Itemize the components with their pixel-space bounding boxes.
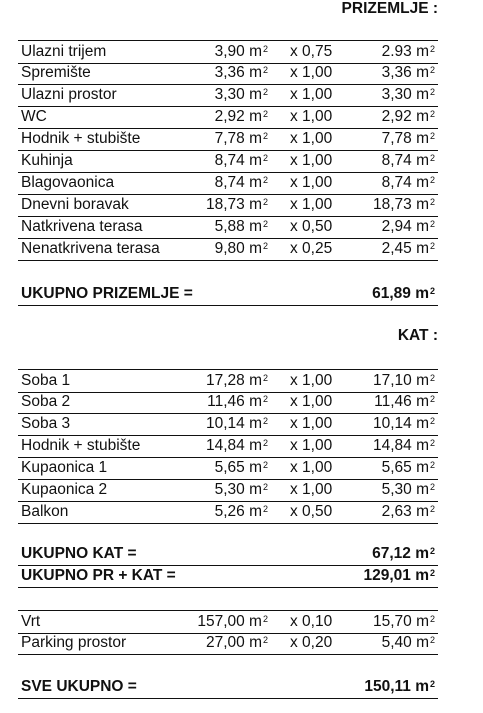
room-coefficient: x 1,00 [290,459,333,476]
table-row [18,435,438,458]
room-name: Balkon [21,503,69,520]
room-area: 18,73 $m^2$ [205,196,268,213]
room-coefficient: x 1,00 [290,393,333,410]
room-name: Kupaonica 2 [21,481,108,498]
room-result: 2.93 $m^2$ [381,43,435,60]
room-result: 5,65 $m^2$ [381,459,435,476]
room-coefficient: x 0,25 [290,240,333,257]
room-result: 2,92 $m^2$ [381,108,435,125]
room-area: 14,84 $m^2$ [205,437,268,454]
room-coefficient: x 1,00 [290,130,333,147]
table-row [18,632,438,655]
room-result: 18,73 $m^2$ [372,196,435,213]
room-result: 3,30 $m^2$ [381,86,435,103]
table-row [18,610,438,634]
room-name: Ulazni trijem [21,43,107,60]
room-area: 8,74 $m^2$ [214,152,268,169]
room-result: 14,84 $m^2$ [372,437,435,454]
room-coefficient: x 1,00 [290,196,333,213]
grand-total-label: SVE UKUPNO = [21,678,137,695]
table-row [18,106,438,129]
floor-total-row [18,543,438,566]
room-area: 3,30 $m^2$ [214,86,268,103]
room-name: Hodnik + stubište [21,130,141,147]
combined-total-value: 129,01 $m^2$ [363,567,435,584]
ground-floor-total-value: 61,89 $m^2$ [372,285,435,302]
room-area: 7,78 $m^2$ [214,130,268,147]
room-area: 5,88 $m^2$ [214,218,268,235]
table-row [18,172,438,195]
table-row [18,479,438,502]
table-row [18,62,438,85]
table-row [18,391,438,414]
room-result: 2,63 $m^2$ [381,503,435,520]
room-area: 5,65 $m^2$ [214,459,268,476]
room-result: 2,94 $m^2$ [381,218,435,235]
combined-total-row [18,565,438,588]
room-area: 3,90 $m^2$ [214,43,268,60]
room-coefficient: x 1,00 [290,437,333,454]
table-row [18,457,438,480]
table-row [18,194,438,217]
room-result: 5,40 $m^2$ [381,634,435,651]
room-name: Hodnik + stubište [21,437,141,454]
combined-total-label: UKUPNO PR + KAT = [21,567,176,584]
room-area: 9,80 $m^2$ [214,240,268,257]
room-coefficient: x 1,00 [290,372,333,389]
grand-total-value: 150,11 $m^2$ [364,678,435,695]
room-coefficient: x 1,00 [290,481,333,498]
floor-total-value: 67,12 $m^2$ [372,545,435,562]
room-coefficient: x 0,75 [290,43,333,60]
room-name: Spremište [21,64,91,81]
ground-floor-total-label: UKUPNO PRIZEMLJE = [21,285,193,302]
room-name: Natkrivena terasa [21,218,143,235]
room-name: Kuhinja [21,152,73,169]
room-result: 8,74 $m^2$ [381,174,435,191]
room-name: Nenatkrivena terasa [21,240,160,257]
room-coefficient: x 0,50 [290,503,333,520]
ground-floor-total-row [18,283,438,306]
room-result: 5,30 $m^2$ [381,481,435,498]
table-row [18,40,438,64]
room-area: 27,00 $m^2$ [205,634,268,651]
room-area: 5,26 $m^2$ [214,503,268,520]
room-result: 15,70 $m^2$ [372,613,435,630]
room-area: 5,30 $m^2$ [214,481,268,498]
ground-floor-heading: PRIZEMLJE : [341,0,438,17]
table-row [18,501,438,524]
room-name: Ulazni prostor [21,86,117,103]
table-row [18,238,438,261]
room-name: Vrt [21,613,41,630]
room-area: 2,92 $m^2$ [214,108,268,125]
room-area: 17,28 $m^2$ [205,372,268,389]
room-result: 3,36 $m^2$ [381,64,435,81]
room-name: Soba 3 [21,415,71,432]
room-coefficient: x 1,00 [290,174,333,191]
floor-heading: KAT : [397,327,438,344]
room-name: Parking prostor [21,634,127,651]
room-result: 7,78 $m^2$ [381,130,435,147]
room-coefficient: x 1,00 [290,64,333,81]
table-row [18,413,438,436]
room-result: 17,10 $m^2$ [372,372,435,389]
table-row [18,216,438,239]
room-area: 157,00 $m^2$ [197,613,268,630]
table-row [18,84,438,107]
room-result: 11,46 $m^2$ [374,393,435,410]
room-coefficient: x 0,20 [290,634,333,651]
room-result: 10,14 $m^2$ [372,415,435,432]
table-row [18,150,438,173]
room-area: 11,46 $m^2$ [207,393,268,410]
table-row [18,128,438,151]
room-name: WC [21,108,47,125]
room-area: 3,36 $m^2$ [214,64,268,81]
table-row [18,369,438,393]
room-coefficient: x 0,50 [290,218,333,235]
room-coefficient: x 1,00 [290,152,333,169]
grand-total-row [18,676,438,699]
room-result: 2,45 $m^2$ [381,240,435,257]
room-coefficient: x 0,10 [290,613,333,630]
room-result: 8,74 $m^2$ [381,152,435,169]
room-area: 8,74 $m^2$ [214,174,268,191]
room-name: Kupaonica 1 [21,459,108,476]
room-coefficient: x 1,00 [290,86,333,103]
room-name: Soba 2 [21,393,71,410]
room-area: 10,14 $m^2$ [205,415,268,432]
room-name: Soba 1 [21,372,71,389]
room-coefficient: x 1,00 [290,108,333,125]
room-name: Dnevni boravak [21,196,129,213]
room-coefficient: x 1,00 [290,415,333,432]
floor-total-label: UKUPNO KAT = [21,545,137,562]
room-name: Blagovaonica [21,174,115,191]
